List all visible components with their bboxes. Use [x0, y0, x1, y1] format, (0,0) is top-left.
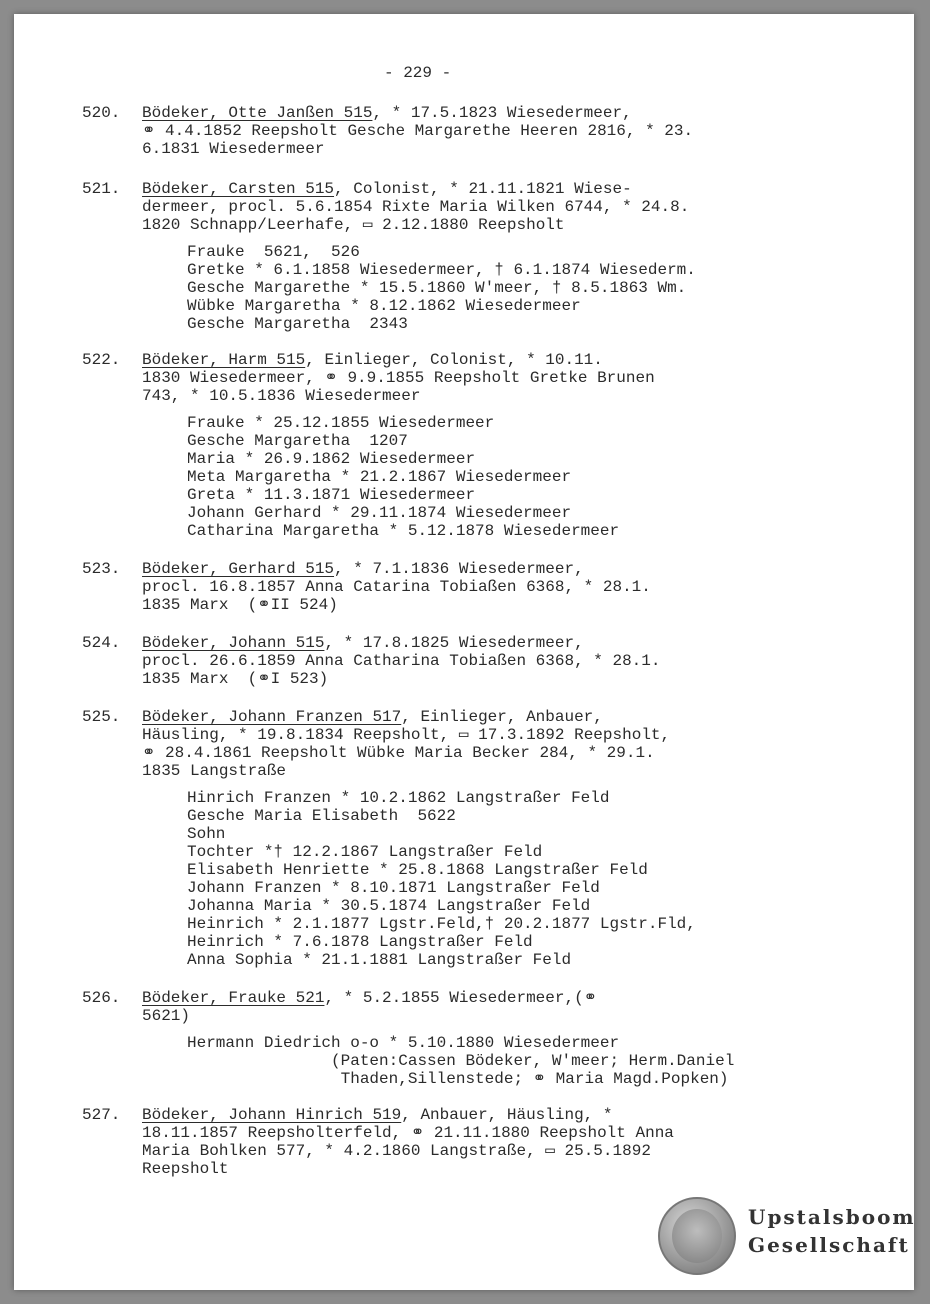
entry-name: Bödeker, Frauke 521: [142, 989, 325, 1007]
document-page: - 229 - 520. Bödeker, Otte Janßen 515, * 17.5.1823 Wiesedermeer, ⚭ 4.4.1852 Reepsholt Gesche Margarethe Heeren 2816, * 23. 6.1831 Wiesedermeer 521. Bödeker, Carsten 515, Colonist, * 21.11.1821 Wiese- dermeer, procl. 5.6.1854 Rixte Maria Wilken 6744, * 24.8. 1820 Schnapp/Leerhafe, ▭ 2.12.1880 Reepsholt Frauke 5621, 526 Gretke * 6.1.1858 Wiesedermeer, † 6.1.1874 Wiesederm. Gesche Margarethe * 15.5.1860 W'meer, † 8.5.1863 Wm. Wübke Margaretha * 8.12.1862 Wiesedermeer Gesche Margaretha 2343 522. Bödeker, Harm 515, Einlieger, Colonist, * 10.11. 1830 Wiesedermeer, ⚭ 9.9.1855 Reepsholt Gretke Brunen 743, * 10.5.1836 Wiesedermeer Frauke * 25.12.1855 Wiesedermeer Gesche Margaretha 1207 Maria * 26.9.1862 Wiesedermeer Meta Margaretha * 21.2.1867 Wiesedermeer Greta * 11.3.1871 Wiesedermeer Johann Gerhard * 29.11.1874 Wiesedermeer Catharina Margaretha * 5.12.1878 Wiesedermeer 523. Bödeker, Gerhard 515, * 7.1.1836 Wiesedermeer, procl. 16.8.1857 Anna Catarina Tobiaßen 6368, * 28.1. 1835 Marx (⚭II 524) 524. Bödeker, Johann 515, * 17.8.1825 Wiesedermeer, procl. 26.6.1859 Anna Catharina Tobiaßen 6368, * 28.1. 1835 Marx (⚭I 523) 525. Bödeker, Johann Franzen 517, Einlieger, Anbauer, Häusling, * 19.8.1834 Reepsholt, ▭ 17.3.1892 Reepsholt, ⚭ 28.4.1861 Reepsholt Wübke Maria Becker 284, * 29.1. 1835 Langstraße Hinrich Franzen * 10.2.1862 Langstraßer Feld Gesche Maria Elisabeth 5622 Sohn Tochter *† 12.2.1867 Langstraßer Feld Elisabeth Henriette * 25.8.1868 Langstraßer Feld Johann Franzen * 8.10.1871 Langstraßer Feld Johanna Maria * 30.5.1874 Langstraßer Feld Heinrich * 2.1.1877 Lgstr.Feld,† 20.2.1877 Lgstr.Fld, Heinrich * 7.6.1878 Langstraßer Feld Anna Sophia * 21.1.1881 Langstraßer Feld 526. Bödeker, Frauke 521, * 5.2.1855 Wiesedermeer,(⚭ 5621) Hermann Diedrich o-o * 5.10.1880 Wiesedermeer (Paten:Cassen Bödeker, W'meer; Herm.Daniel Thaden,Sillenstede; ⚭ Maria Magd.Popken) 527. Bödeker, Johann Hinrich 519, Anbauer, Häusling, * 18.11.1857 Reepsholterfeld, ⚭ 21.11.1880 Reepsholt Anna Maria Bohlken 577, * 4.2.1860 Langstraße, ▭ 25.5.1892 Reepsholt Upstalsboom Gesellschaft: [14, 14, 914, 1290]
child-line: Gretke * 6.1.1858 Wiesedermeer, † 6.1.1874 Wiesederm.: [187, 261, 696, 279]
entry-name: Bödeker, Johann Franzen 517: [142, 708, 402, 726]
entry-line: ⚭ 4.4.1852 Reepsholt Gesche Margarethe Heeren 2816, * 23.: [142, 122, 694, 140]
child-line: (Paten:Cassen Bödeker, W'meer; Herm.Daniel: [187, 1052, 735, 1070]
child-line: Frauke * 25.12.1855 Wiesedermeer: [187, 414, 495, 432]
child-line: Elisabeth Henriette * 25.8.1868 Langstraßer Feld: [187, 861, 648, 879]
child-line: Tochter *† 12.2.1867 Langstraßer Feld: [187, 843, 543, 861]
publisher-logo: [658, 1197, 918, 1277]
child-line: Sohn: [187, 825, 226, 843]
child-line: Catharina Margaretha * 5.12.1878 Wiesedermeer: [187, 522, 620, 540]
entry-name: Bödeker, Gerhard 515: [142, 560, 335, 578]
brand-line-2: Gesellschaft: [748, 1233, 910, 1257]
entry-number: 521.: [82, 180, 121, 198]
entry-name: Bödeker, Carsten 515: [142, 180, 335, 198]
entry-number: 527.: [82, 1106, 121, 1124]
child-line: Hermann Diedrich o-o * 5.10.1880 Wiesedermeer: [187, 1034, 620, 1052]
entry-number: 526.: [82, 989, 121, 1007]
entry-number: 520.: [82, 104, 121, 122]
child-line: Thaden,Sillenstede; ⚭ Maria Magd.Popken): [187, 1070, 729, 1088]
child-line: Hinrich Franzen * 10.2.1862 Langstraßer Feld: [187, 789, 610, 807]
child-line: Heinrich * 7.6.1878 Langstraßer Feld: [187, 933, 533, 951]
entry-line: 6.1831 Wiesedermeer: [142, 140, 325, 158]
page-number: - 229 -: [384, 64, 452, 82]
child-line: Gesche Margarethe * 15.5.1860 W'meer, † 8.5.1863 Wm.: [187, 279, 687, 297]
child-line: Johanna Maria * 30.5.1874 Langstraßer Feld: [187, 897, 591, 915]
entry-name: Bödeker, Harm 515: [142, 351, 306, 369]
child-line: Meta Margaretha * 21.2.1867 Wiesedermeer: [187, 468, 572, 486]
entry-number: 524.: [82, 634, 121, 652]
child-line: Greta * 11.3.1871 Wiesedermeer: [187, 486, 476, 504]
entry-name: Bödeker, Johann Hinrich 519: [142, 1106, 402, 1124]
entry-number: 523.: [82, 560, 121, 578]
entry-name: Bödeker, Otte Janßen 515: [142, 104, 373, 122]
child-line: Gesche Maria Elisabeth 5622: [187, 807, 456, 825]
entry-name: Bödeker, Johann 515: [142, 634, 325, 652]
entry-number: 522.: [82, 351, 121, 369]
child-line: Gesche Margaretha 2343: [187, 315, 408, 333]
child-line: Anna Sophia * 21.1.1881 Langstraßer Feld: [187, 951, 572, 969]
child-line: Wübke Margaretha * 8.12.1862 Wiesedermeer: [187, 297, 581, 315]
entry-number: 525.: [82, 708, 121, 726]
child-line: Heinrich * 2.1.1877 Lgstr.Feld,† 20.2.1877 Lgstr.Fld,: [187, 915, 696, 933]
brand-line-1: Upstalsboom: [748, 1205, 916, 1229]
child-line: Gesche Margaretha 1207: [187, 432, 408, 450]
seal-icon: [658, 1197, 736, 1275]
child-line: Johann Franzen * 8.10.1871 Langstraßer Feld: [187, 879, 600, 897]
entry-line: Bödeker, Otte Janßen 515, * 17.5.1823 Wiesedermeer,: [142, 104, 632, 122]
child-line: Johann Gerhard * 29.11.1874 Wiesedermeer: [187, 504, 572, 522]
child-line: Maria * 26.9.1862 Wiesedermeer: [187, 450, 476, 468]
child-line: Frauke 5621, 526: [187, 243, 360, 261]
